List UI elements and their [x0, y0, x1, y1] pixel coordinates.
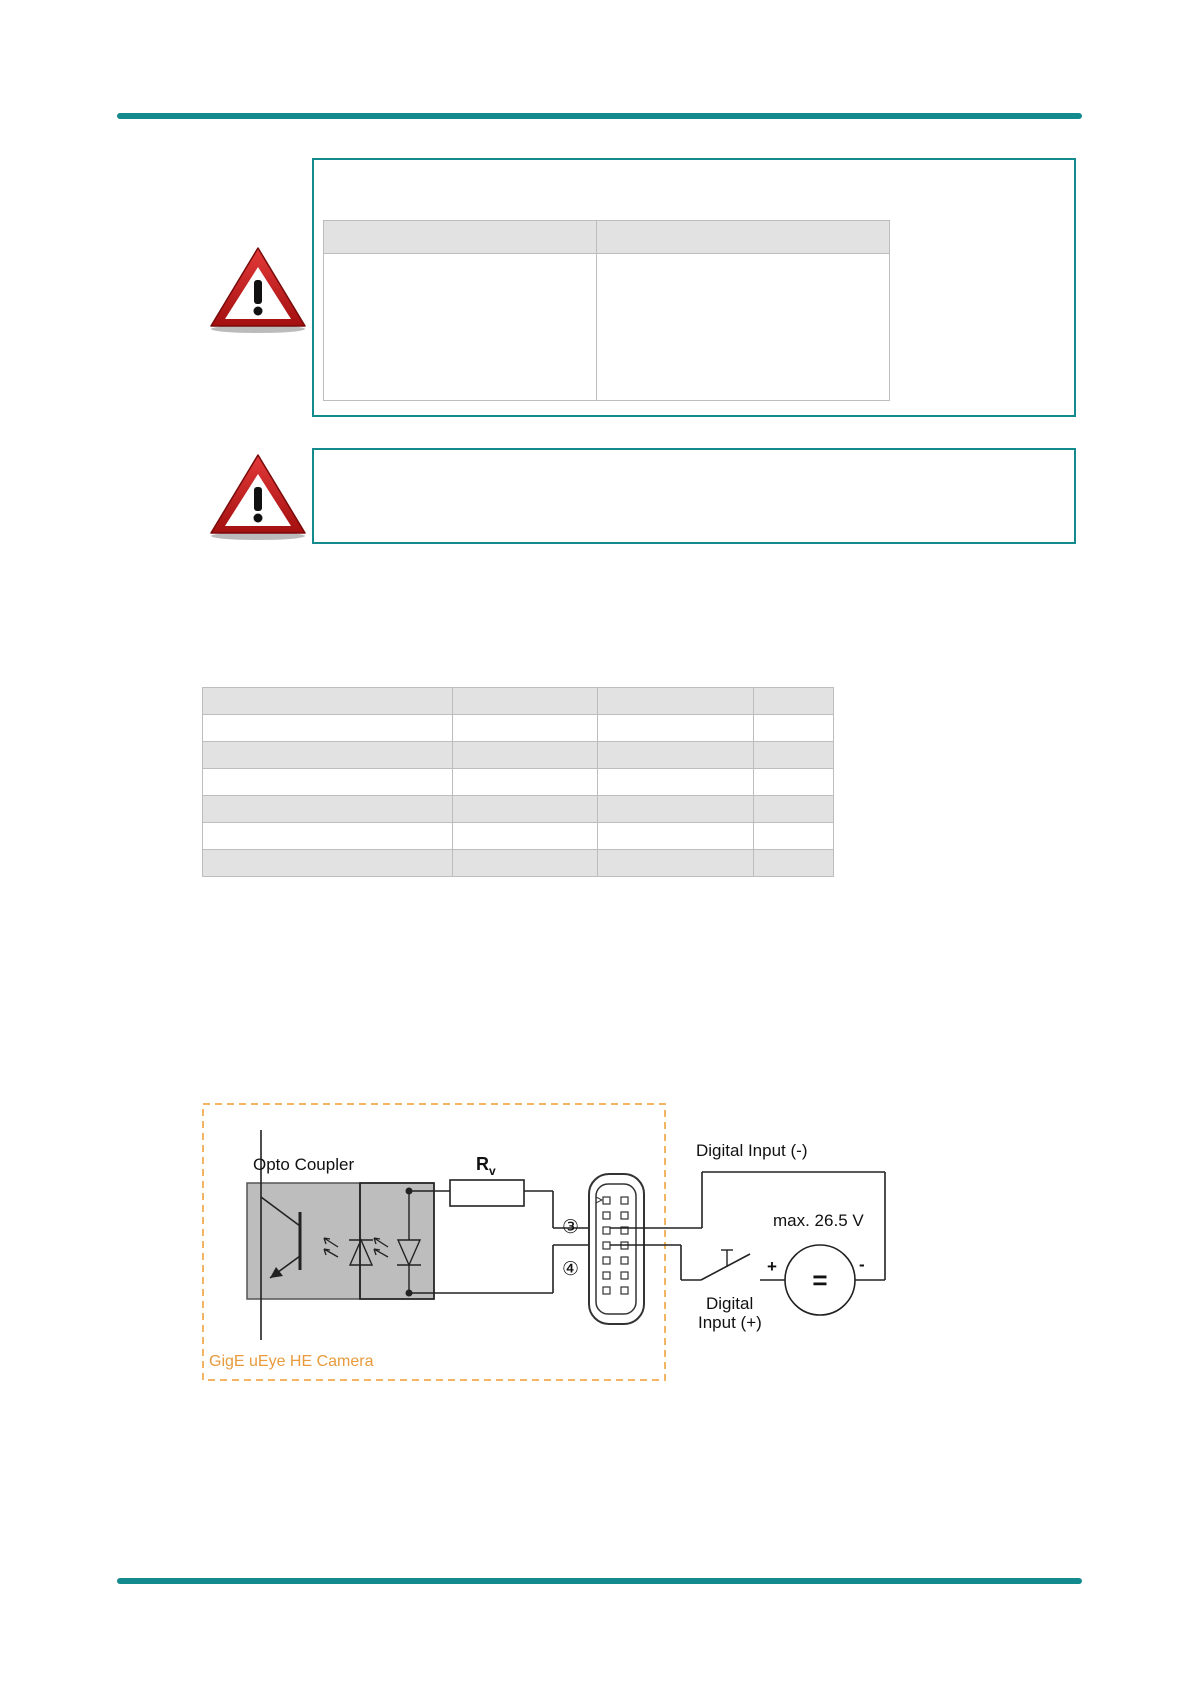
- switch: [701, 1254, 750, 1280]
- table-cell: [203, 769, 453, 796]
- footer-rule: [117, 1578, 1082, 1584]
- table-cell: [203, 688, 453, 715]
- warning-note-box: [312, 158, 1076, 417]
- opto-coupler-block: [247, 1183, 434, 1299]
- digital-input-minus-label: Digital Input (-): [696, 1141, 808, 1160]
- source-symbol: =: [812, 1265, 828, 1295]
- table-cell: [598, 742, 754, 769]
- table-cell: [754, 742, 834, 769]
- digital-input-plus-label: Digital: [706, 1294, 754, 1313]
- table-cell: [754, 688, 834, 715]
- table-cell: [203, 850, 453, 877]
- table-row: [324, 254, 890, 401]
- minus-sign: -: [859, 1255, 865, 1274]
- table-cell: [754, 769, 834, 796]
- table-cell: [597, 254, 890, 401]
- table-cell: [203, 742, 453, 769]
- resistor-subscript: v: [489, 1164, 496, 1178]
- pin-3-label: ③: [562, 1217, 580, 1238]
- table-cell: [453, 850, 598, 877]
- table-cell: [203, 796, 453, 823]
- plus-sign: +: [767, 1257, 777, 1276]
- table-cell: [598, 796, 754, 823]
- table-cell: [453, 715, 598, 742]
- table-cell: [598, 769, 754, 796]
- table-cell: [453, 688, 598, 715]
- spec-table: [202, 687, 834, 877]
- table-cell: [598, 715, 754, 742]
- table-cell: [453, 742, 598, 769]
- header-rule: [117, 113, 1082, 119]
- warning-triangle-icon: [208, 245, 308, 335]
- table-cell: [754, 796, 834, 823]
- note-table: [323, 220, 890, 401]
- table-row: [203, 715, 834, 742]
- table-cell: [598, 850, 754, 877]
- warning-triangle-icon: [208, 452, 308, 542]
- table-row: [203, 688, 834, 715]
- table-cell: [453, 796, 598, 823]
- table-cell: [453, 769, 598, 796]
- opto-coupler-label: Opto Coupler: [253, 1155, 355, 1174]
- table-row: [203, 850, 834, 877]
- table-cell: [203, 715, 453, 742]
- table-cell: [324, 254, 597, 401]
- table-cell: [754, 823, 834, 850]
- resistor-rv: [450, 1180, 524, 1206]
- table-header-cell: [597, 221, 890, 254]
- table-cell: [203, 823, 453, 850]
- table-row: [203, 823, 834, 850]
- table-row: [203, 769, 834, 796]
- table-header-row: [324, 221, 890, 254]
- table-header-cell: [324, 221, 597, 254]
- table-cell: [754, 715, 834, 742]
- table-row: [203, 742, 834, 769]
- table-row: [203, 796, 834, 823]
- resistor-label: R: [476, 1154, 489, 1174]
- table-cell: [453, 823, 598, 850]
- table-cell: [754, 850, 834, 877]
- pin-4-label: ④: [562, 1259, 580, 1280]
- digital-input-wiring-diagram: [200, 1100, 900, 1386]
- table-cell: [598, 688, 754, 715]
- digital-input-plus-label-line2: Input (+): [698, 1313, 762, 1332]
- voltage-label: max. 26.5 V: [773, 1211, 864, 1230]
- table-cell: [598, 823, 754, 850]
- warning-note-box: [312, 448, 1076, 544]
- camera-label: GigE uEye HE Camera: [209, 1353, 374, 1370]
